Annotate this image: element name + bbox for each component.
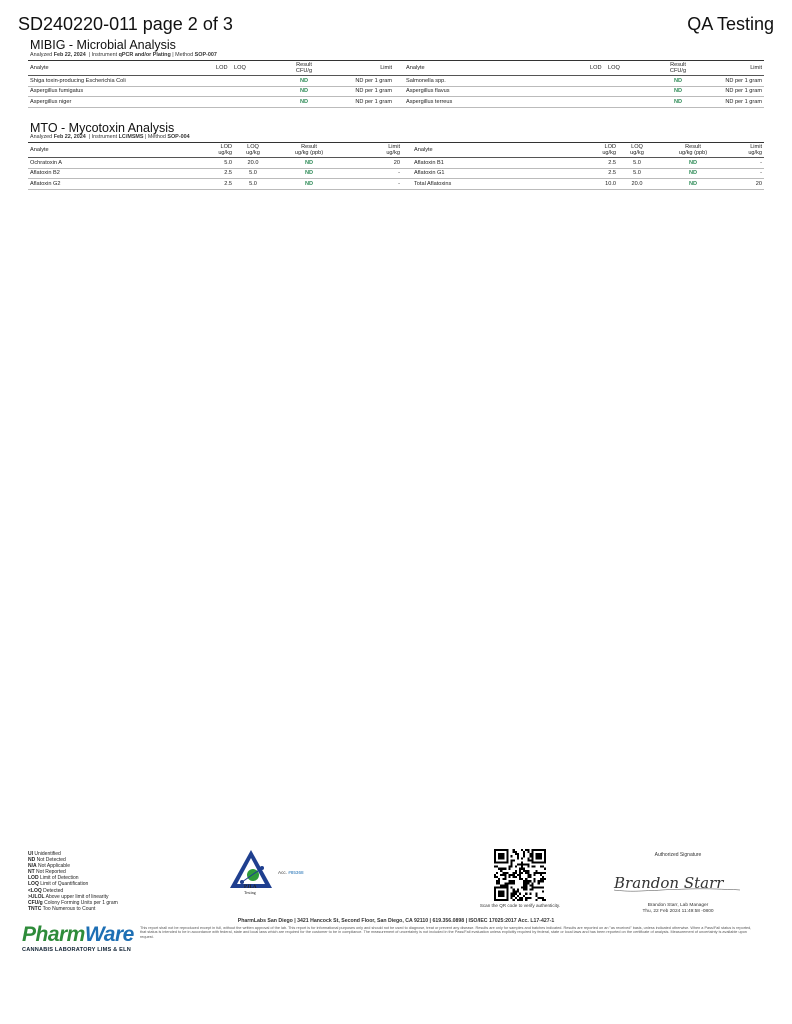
- col-limit: Limit ug/kg: [346, 143, 402, 158]
- limit-cell: ND per 1 gram: [706, 76, 764, 87]
- limit-cell: ND per 1 gram: [706, 97, 764, 108]
- col-analyte: Analyte: [28, 61, 214, 76]
- abbreviation-item: LOD Limit of Detection: [28, 875, 79, 882]
- loq-cell: [232, 97, 276, 108]
- table-row: [28, 158, 764, 169]
- col-limit: Limit: [706, 61, 764, 76]
- lod-cell: 2.5: [204, 168, 234, 179]
- pjla-label: PJLA: [244, 885, 257, 890]
- col-analyte: Analyte: [28, 143, 204, 158]
- abbreviation-item: NT Not Reported: [28, 869, 66, 876]
- analyte-cell: Aspergillus terreus: [404, 97, 588, 108]
- brand-tagline: CANNABIS LABORATORY LIMS & ELN: [22, 947, 131, 953]
- limit-cell: 20: [346, 158, 402, 169]
- analyte-cell: Aflatoxin B2: [28, 168, 204, 179]
- loq-cell: [606, 97, 650, 108]
- lod-cell: [588, 76, 606, 87]
- brand-name-a: Pharm: [22, 923, 85, 946]
- col-result: Result ug/kg (ppb): [656, 143, 730, 158]
- brand-name-b: Ware: [84, 923, 134, 946]
- col-result: Result CFU/g: [650, 61, 706, 76]
- lod-cell: 2.5: [588, 158, 618, 169]
- analyte-cell: Aflatoxin B1: [412, 158, 588, 169]
- lod-cell: [588, 97, 606, 108]
- analyte-cell: Total Aflatoxins: [412, 179, 588, 190]
- limit-cell: -: [346, 179, 402, 190]
- abbreviation-item: LOQ Limit of Quantification: [28, 881, 89, 888]
- loq-cell: 20.0: [618, 179, 656, 190]
- result-cell: ND: [650, 86, 706, 97]
- analyte-cell: Aflatoxin G1: [412, 168, 588, 179]
- col-loq: LOQ: [232, 61, 276, 76]
- lab-name: QA Testing: [687, 14, 774, 34]
- result-cell: ND: [276, 86, 332, 97]
- lod-cell: [588, 86, 606, 97]
- signature-caption: Authorized Signature: [654, 852, 702, 858]
- abbreviation-item: TNTC Too Numerous to Count: [28, 905, 96, 912]
- loq-cell: 5.0: [234, 179, 272, 190]
- loq-cell: [606, 76, 650, 87]
- lod-cell: [214, 97, 232, 108]
- limit-cell: ND per 1 gram: [706, 86, 764, 97]
- loq-cell: 5.0: [618, 168, 656, 179]
- col-result: Result ug/kg (ppb): [272, 143, 346, 158]
- col-loq: LOQ: [606, 61, 650, 76]
- lod-cell: [214, 76, 232, 87]
- signer-name-title: Brandon Starr, Lab Manager: [647, 903, 709, 908]
- disclaimer: This report shall not be reproduced except in full, without the written approval of the lab. This report is for informational purposes only and should not be used to diagnose, treat or prevent any disease. Results are only for samples and batches indicated. Results are reported on an "as received" basis, unless indicated otherwise. When a Pass/Fail status is reported, that status is intended to be in accordance with federal, state and local laws which are required for the customer to be in compliance. The measurement of uncertainty is not included in the Pass/Fail evaluation unless explicitly required by federal, state or local laws and has been reported on the certificate of analysis. Measurement of uncertainty is available upon request.: [140, 926, 752, 939]
- handwritten-signature: [612, 868, 744, 898]
- table-row: [28, 168, 764, 179]
- result-cell: ND: [272, 168, 346, 179]
- limit-cell: ND per 1 gram: [332, 86, 394, 97]
- lod-cell: [214, 86, 232, 97]
- abbreviation-legend: [28, 851, 118, 912]
- table-row: [28, 97, 764, 108]
- mycotoxin-table: [28, 142, 764, 190]
- result-cell: ND: [276, 76, 332, 87]
- col-analyte: Analyte: [404, 61, 588, 76]
- verification-qr-code[interactable]: [494, 849, 546, 901]
- col-loq: LOQ ug/kg: [618, 143, 656, 158]
- col-result: Result CFU/g: [276, 61, 332, 76]
- limit-cell: -: [730, 168, 764, 179]
- loq-cell: [606, 86, 650, 97]
- signed-timestamp: Thu, 22 Feb 2024 11:49:58 -0800: [642, 908, 714, 914]
- col-analyte: Analyte: [412, 143, 588, 158]
- limit-cell: -: [730, 158, 764, 169]
- mto-meta: Analyzed Feb 22, 2024 | Instrument LC/MSMS | Method SOP-004: [30, 134, 190, 140]
- col-lod: LOD ug/kg: [588, 143, 618, 158]
- result-cell: ND: [650, 97, 706, 108]
- limit-cell: -: [346, 168, 402, 179]
- table-header-row: [28, 61, 764, 76]
- qr-caption: Scan the QR code to verify authenticity.: [479, 903, 561, 908]
- col-lod: LOD ug/kg: [204, 143, 234, 158]
- loq-cell: [232, 76, 276, 87]
- limit-cell: ND per 1 gram: [332, 97, 394, 108]
- analyte-cell: Aspergillus niger: [28, 97, 214, 108]
- result-cell: ND: [656, 158, 730, 169]
- abbreviation-item: ND Not Detected: [28, 857, 66, 864]
- lod-cell: 5.0: [204, 158, 234, 169]
- loq-cell: 20.0: [234, 158, 272, 169]
- microbial-table: [28, 60, 764, 108]
- abbreviation-item: N/A Not Applicable: [28, 863, 70, 870]
- abbreviation-item: >ULOL Above upper limit of linearity: [28, 893, 109, 900]
- col-lod: LOD: [214, 61, 232, 76]
- table-row: [28, 179, 764, 190]
- mibig-section-title: MIBIG - Microbial Analysis: [30, 38, 176, 52]
- limit-cell: 20: [730, 179, 764, 190]
- loq-cell: 5.0: [618, 158, 656, 169]
- result-cell: ND: [272, 179, 346, 190]
- analyte-cell: Salmonella spp.: [404, 76, 588, 87]
- result-cell: ND: [656, 168, 730, 179]
- accreditation-number: Acc. #85368: [278, 870, 304, 875]
- pharmware-logo: [22, 923, 134, 953]
- signer-info: [620, 903, 736, 914]
- analyte-cell: Shiga toxin-producing Escherichia Coli: [28, 76, 214, 87]
- col-limit: Limit ug/kg: [730, 143, 764, 158]
- table-row: [28, 86, 764, 97]
- loq-cell: 5.0: [234, 168, 272, 179]
- analyte-cell: Aflatoxin G2: [28, 179, 204, 190]
- analyte-cell: Aspergillus flavus: [404, 86, 588, 97]
- lod-cell: 2.5: [588, 168, 618, 179]
- pjla-accreditation: [228, 848, 318, 894]
- table-header-row: [28, 143, 764, 158]
- abbreviation-item: UI Unidentified: [28, 851, 61, 857]
- loq-cell: [232, 86, 276, 97]
- result-cell: ND: [276, 97, 332, 108]
- svg-text:Brandon Starr: Brandon Starr: [614, 874, 724, 892]
- document-id: SD240220-011 page 2 of 3: [18, 14, 233, 34]
- table-row: [28, 76, 764, 87]
- result-cell: ND: [272, 158, 346, 169]
- lab-address: PharmLabs San Diego | 3421 Hancock St, Second Floor, San Diego, CA 92110 | 619.356.0898 | ISO/IEC 17025:2017 Acc. L17-427-1: [237, 918, 555, 924]
- abbreviation-item: CFU/g Colony Forming Units per 1 gram: [28, 899, 118, 906]
- col-lod: LOD: [588, 61, 606, 76]
- lod-cell: 10.0: [588, 179, 618, 190]
- col-loq: LOQ ug/kg: [234, 143, 272, 158]
- mibig-meta: Analyzed Feb 22, 2024 | Instrument qPCR and/or Plating | Method SOP-007: [30, 52, 217, 58]
- limit-cell: ND per 1 gram: [332, 76, 394, 87]
- result-cell: ND: [656, 179, 730, 190]
- analyte-cell: Aspergillus fumigatus: [28, 86, 214, 97]
- pjla-sub: Testing: [244, 890, 256, 895]
- lod-cell: 2.5: [204, 179, 234, 190]
- analyte-cell: Ochratoxin A: [28, 158, 204, 169]
- result-cell: ND: [650, 76, 706, 87]
- abbreviation-item: <LOQ Detected: [28, 887, 64, 894]
- col-limit: Limit: [332, 61, 394, 76]
- mto-section-title: MTO - Mycotoxin Analysis: [30, 121, 175, 135]
